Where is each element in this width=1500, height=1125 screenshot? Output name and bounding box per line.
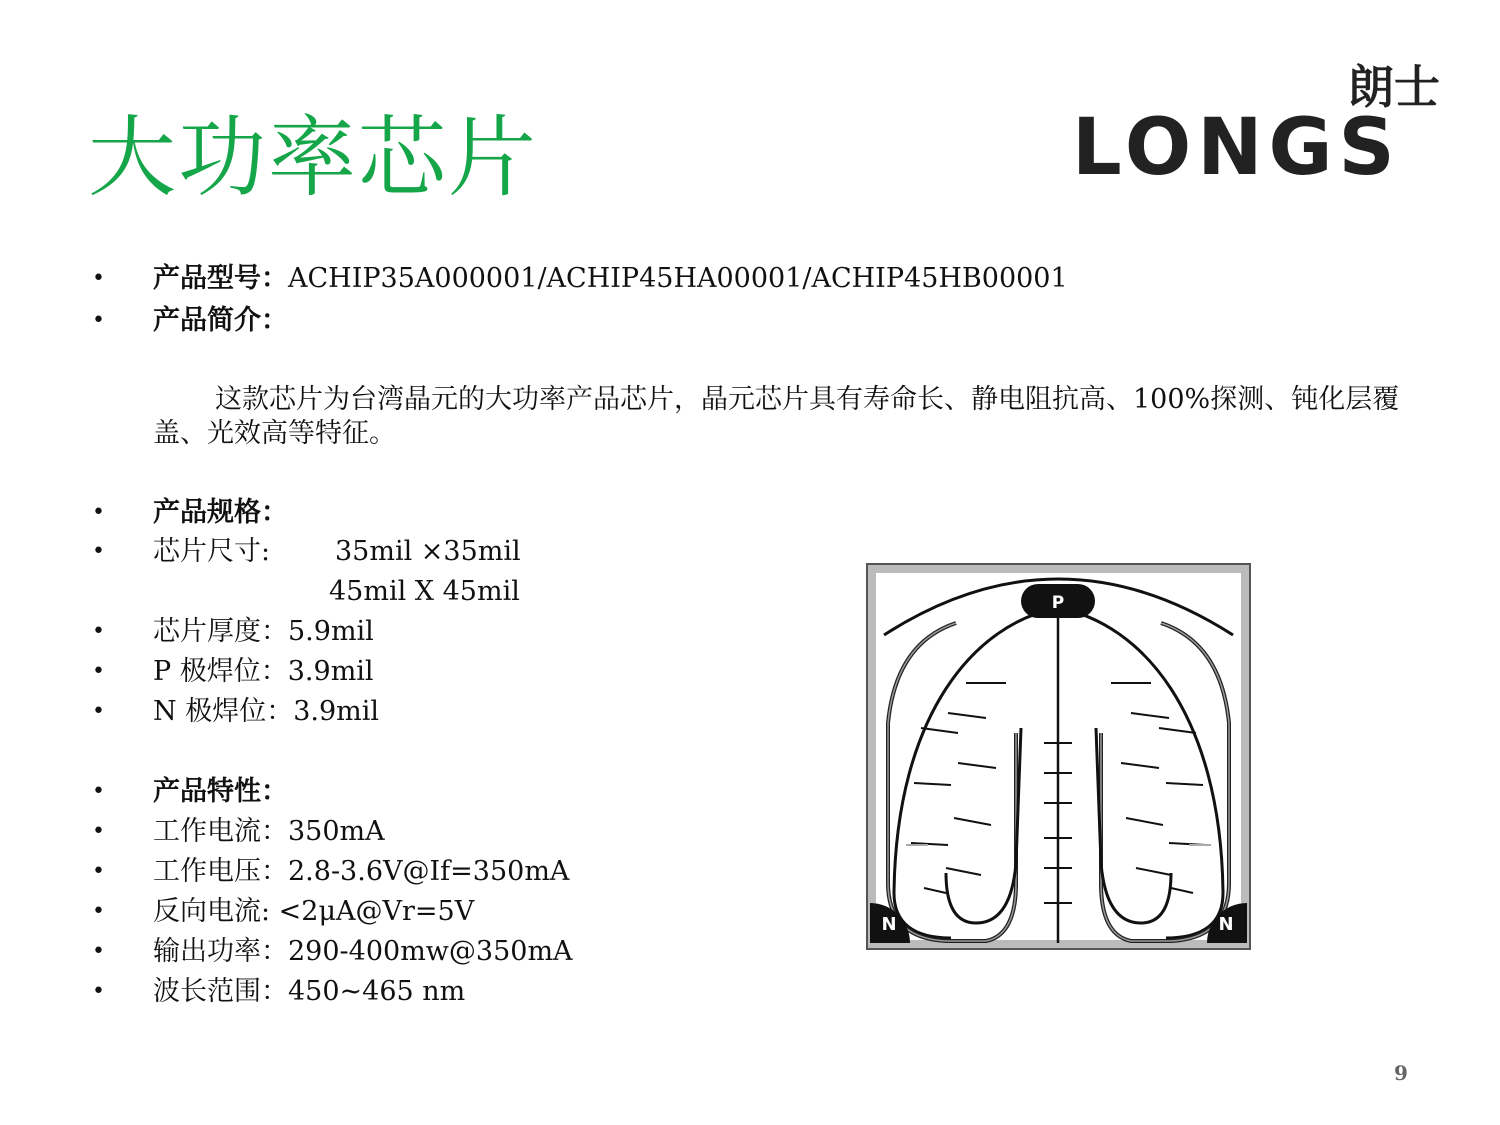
size-label: 芯片尺寸: [153, 536, 271, 567]
current-text: 工作电流：350mA [153, 816, 385, 847]
n-pad-text: N 极焊位：3.9mil [153, 696, 380, 727]
p-pad-text: P 极焊位：3.9mil [153, 656, 374, 687]
model-text [153, 262, 1068, 296]
model-label: 产品型号： [153, 263, 288, 294]
bullet: • [92, 308, 105, 333]
wavelength-text: 波长范围：450~465 nm [153, 976, 466, 1007]
size-value-2: 45mil X 45mil [329, 576, 520, 607]
intro-paragraph: 这款芯片为台湾晶元的大功率产品芯片，晶元芯片具有寿命长、静电阻抗高、100%探测、钝化层覆盖、光效高等特征。 [153, 384, 1400, 449]
bullet: • [92, 659, 105, 684]
chip-electrode-diagram [866, 563, 1251, 950]
n-pad-left-label: N [881, 914, 897, 935]
specs-label: 产品规格： [153, 497, 288, 528]
page-number: 9 [1394, 1061, 1408, 1085]
voltage-text: 工作电压：2.8-3.6V@If=350mA [153, 856, 570, 887]
n-pad-right-label: N [1218, 914, 1234, 935]
model-value: ACHIP35A000001/ACHIP45HA00001/ACHIP45HB00001 [288, 263, 1068, 294]
intro-label: 产品简介： [153, 305, 288, 336]
bullet: • [92, 539, 105, 564]
bullet: • [92, 939, 105, 964]
p-pad-label: P [1051, 593, 1065, 613]
features-label: 产品特性： [153, 776, 288, 807]
bullet: • [92, 500, 105, 525]
p-pad [1021, 584, 1095, 618]
bullet: • [92, 266, 105, 291]
size-value-1: 35mil ×35mil [335, 536, 521, 567]
longs-logo [1070, 60, 1450, 193]
reverse-text: 反向电流: <2μA@Vr=5V [153, 896, 475, 927]
power-text: 输出功率：290-400mw@350mA [153, 936, 573, 967]
bullet: • [92, 779, 105, 804]
bullet: • [92, 859, 105, 884]
logo-chinese-text: 朗士 [1348, 60, 1440, 114]
bullet: • [92, 819, 105, 844]
logo-english-text: LONGS [1072, 103, 1401, 193]
bullet: • [92, 699, 105, 724]
bullet: • [92, 979, 105, 1004]
bullet: • [92, 899, 105, 924]
thickness-text: 芯片厚度：5.9mil [153, 616, 374, 647]
slide-title: 大功率芯片 [88, 106, 539, 209]
bullet: • [92, 619, 105, 644]
